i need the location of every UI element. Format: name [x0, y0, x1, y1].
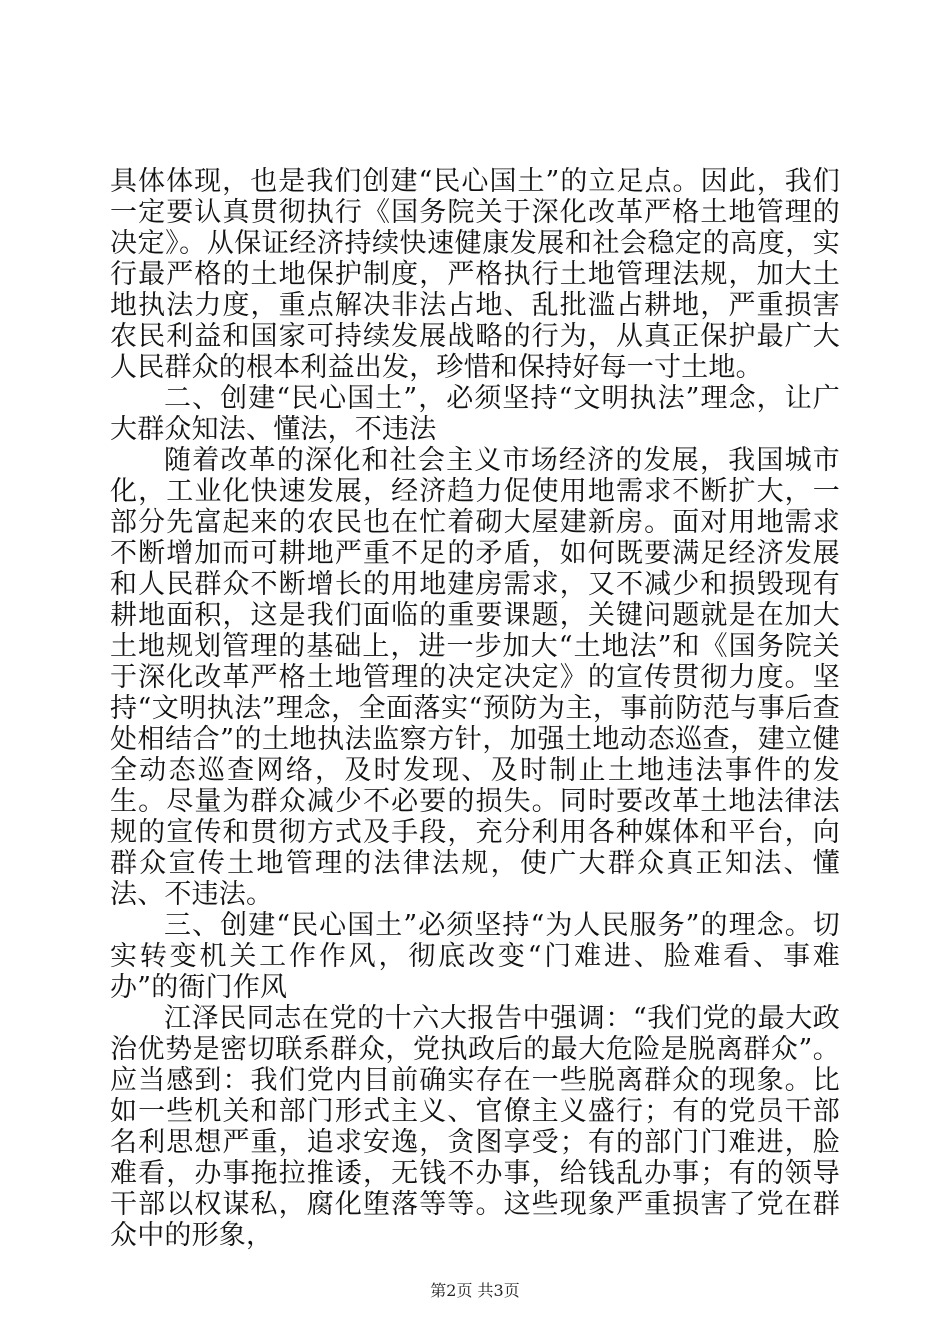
document-body: [110, 166, 840, 1251]
paragraph-1: 具体体现，也是我们创建“民心国土”的立足点。因此，我们一定要认真贯彻执行《国务院关于深化改革严格土地管理的决定》。从保证经济持续快速健康发展和社会稳定的高度，实行最严格的土地保护制度，严格执行土地管理法规，加大土地执法力度，重点解决非法占地、乱批滥占耕地，严重损害农民利益和国家可持续发展战略的行为，从真正保护最广大人民群众的根本利益出发，珍惜和保持好每一寸土地。: [110, 166, 840, 383]
paragraph-5: 江泽民同志在党的十六大报告中强调：“我们党的最大政治优势是密切联系群众，党执政后的最大危险是脱离群众”。应当感到：我们党内目前确实存在一些脱离群众的现象。比如一些机关和部门形式主义、官僚主义盛行；有的党员干部名利思想严重，追求安逸，贪图享受；有的部门门难进，脸难看，办事拖拉推诿，无钱不办事，给钱乱办事；有的领导干部以权谋私，腐化堕落等等。这些现象严重损害了党在群众中的形象，: [110, 1003, 840, 1251]
section-heading-2: 二、创建“民心国土”，必须坚持“文明执法”理念，让广大群众知法、懂法，不违法: [110, 383, 840, 445]
paragraph-3: 随着改革的深化和社会主义市场经济的发展，我国城市化，工业化快速发展，经济趋力促使用地需求不断扩大，一部分先富起来的农民也在忙着砌大屋建新房。面对用地需求不断增加而可耕地严重不足的矛盾，如何既要满足经济发展和人民群众不断增长的用地建房需求，又不减少和损毁现有耕地面积，这是我们面临的重要课题，关键问题就是在加大土地规划管理的基础上，进一步加大“土地法”和《国务院关于深化改革严格土地管理的决定决定》的宣传贯彻力度。坚持“文明执法”理念，全面落实“预防为主，事前防范与事后查处相结合”的土地执法监察方针，加强土地动态巡查，建立健全动态巡查网络，及时发现、及时制止土地违法事件的发生。尽量为群众减少不必要的损失。同时要改革土地法律法规的宣传和贯彻方式及手段，充分利用各种媒体和平台，向群众宣传土地管理的法律法规，使广大群众真正知法、懂法、不违法。: [110, 445, 840, 910]
section-heading-3: 三、创建“民心国土”必须坚持“为人民服务”的理念。切实转变机关工作作风，彻底改变“门难进、脸难看、事难办”的衙门作风: [110, 910, 840, 1003]
page-number: 第2页 共3页: [430, 1281, 520, 1300]
